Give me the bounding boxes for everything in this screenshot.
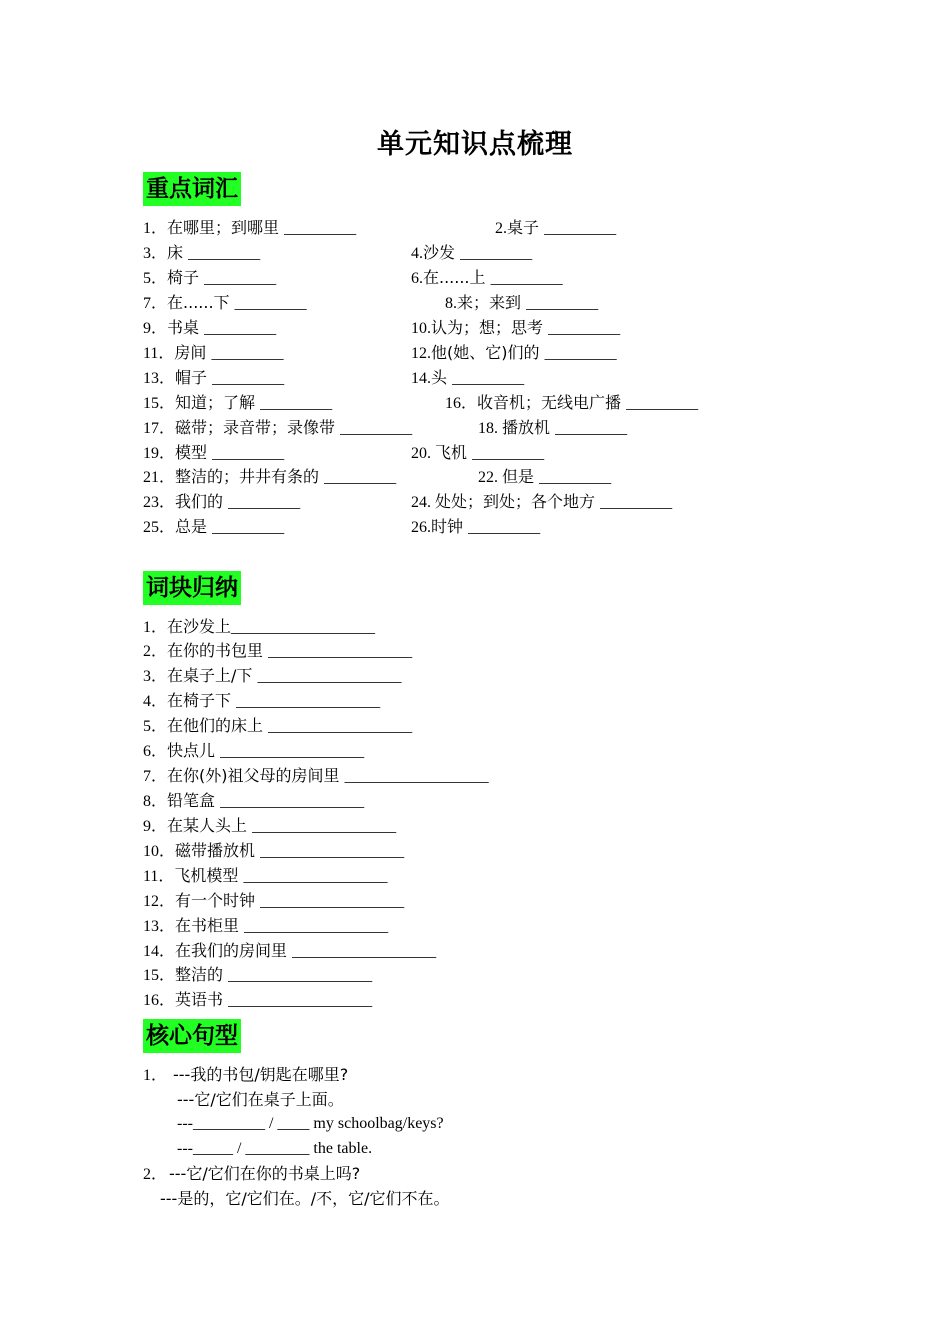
vocab-item: 5．椅子 _________ (143, 268, 277, 287)
vocab-item: 8.来；来到 _________ (445, 293, 599, 312)
phrase-item: 16．英语书 __________________ (143, 990, 373, 1009)
vocab-item: 2.桌子 _________ (495, 218, 617, 237)
vocab-item: 4.沙发 _________ (411, 243, 533, 262)
sentence-item-1-line-3: ---_________ / ____ my schoolbag/keys? (177, 1115, 444, 1132)
vocab-item: 11．房间 _________ (143, 343, 284, 362)
sentence-item-1-num: 1． (143, 1067, 168, 1084)
phrase-item: 12．有一个时钟 __________________ (143, 891, 405, 910)
vocab-item: 13．帽子 _________ (143, 368, 285, 387)
vocab-item: 23．我们的 _________ (143, 492, 301, 511)
phrase-item: 9．在某人头上 __________________ (143, 816, 397, 835)
vocab-item: 6.在......上 _________ (411, 268, 563, 287)
vocab-item: 18. 播放机 _________ (478, 418, 628, 437)
phrase-item: 11．飞机模型 __________________ (143, 866, 388, 885)
sentence-item-2-num: 2． (143, 1166, 168, 1183)
vocab-item: 25．总是 _________ (143, 517, 285, 536)
vocab-item: 17．磁带；录音带；录像带 _________ (143, 418, 413, 437)
page-title: 单元知识点梳理 (377, 129, 573, 160)
phrase-item: 14．在我们的房间里 __________________ (143, 941, 437, 960)
vocab-item: 1．在哪里；到哪里 _________ (143, 218, 357, 237)
vocab-item: 7．在......下 _________ (143, 293, 307, 312)
vocab-item: 22. 但是 _________ (478, 467, 612, 486)
phrase-item: 1．在沙发上__________________ (143, 617, 376, 636)
phrase-item: 5．在他们的床上 __________________ (143, 716, 413, 735)
vocab-item: 12.他(她、它)们的 _________ (411, 343, 617, 362)
phrase-item: 10．磁带播放机 __________________ (143, 841, 405, 860)
vocab-item: 24. 处处；到处；各个地方 _________ (411, 492, 673, 511)
sentence-item-1-line-2: ---它/它们在桌子上面。 (177, 1090, 344, 1109)
vocab-item: 10.认为；想；思考 _________ (411, 318, 621, 337)
sentences-heading: 核心句型 (143, 1019, 241, 1053)
vocab-item: 21．整洁的；井井有条的 _________ (143, 467, 397, 486)
sentence-item-2-line-2: ---是的，它/它们在。/不，它/它们不在。 (160, 1189, 450, 1208)
vocab-heading: 重点词汇 (143, 172, 241, 206)
vocab-item: 26.时钟 _________ (411, 517, 541, 536)
vocab-item: 3．床 _________ (143, 243, 261, 262)
phrase-item: 7．在你(外)祖父母的房间里 __________________ (143, 766, 489, 785)
vocab-item: 9．书桌 _________ (143, 318, 277, 337)
phrases-heading: 词块归纳 (143, 571, 241, 605)
vocab-item: 20. 飞机 _________ (411, 443, 545, 462)
vocab-item: 16．收音机；无线电广播 _________ (445, 393, 699, 412)
phrase-item: 8．铅笔盒 __________________ (143, 791, 365, 810)
phrase-item: 6．快点儿 __________________ (143, 741, 365, 760)
vocab-item: 19．模型 _________ (143, 443, 285, 462)
sentence-item-2-line-1: ---它/它们在你的书桌上吗? (169, 1164, 361, 1183)
sentence-item-1-line-4: ---_____ / ________ the table. (177, 1140, 373, 1157)
phrase-item: 13．在书柜里 __________________ (143, 916, 389, 935)
sentence-item-1-line-1: ---我的书包/钥匙在哪里? (173, 1065, 349, 1084)
vocab-item: 14.头 _________ (411, 368, 525, 387)
phrase-item: 2．在你的书包里 __________________ (143, 641, 413, 660)
phrase-item: 3．在桌子上/下 __________________ (143, 666, 402, 685)
phrase-item: 15．整洁的 __________________ (143, 965, 373, 984)
phrase-item: 4．在椅子下 __________________ (143, 691, 381, 710)
vocab-item: 15．知道；了解 _________ (143, 393, 333, 412)
